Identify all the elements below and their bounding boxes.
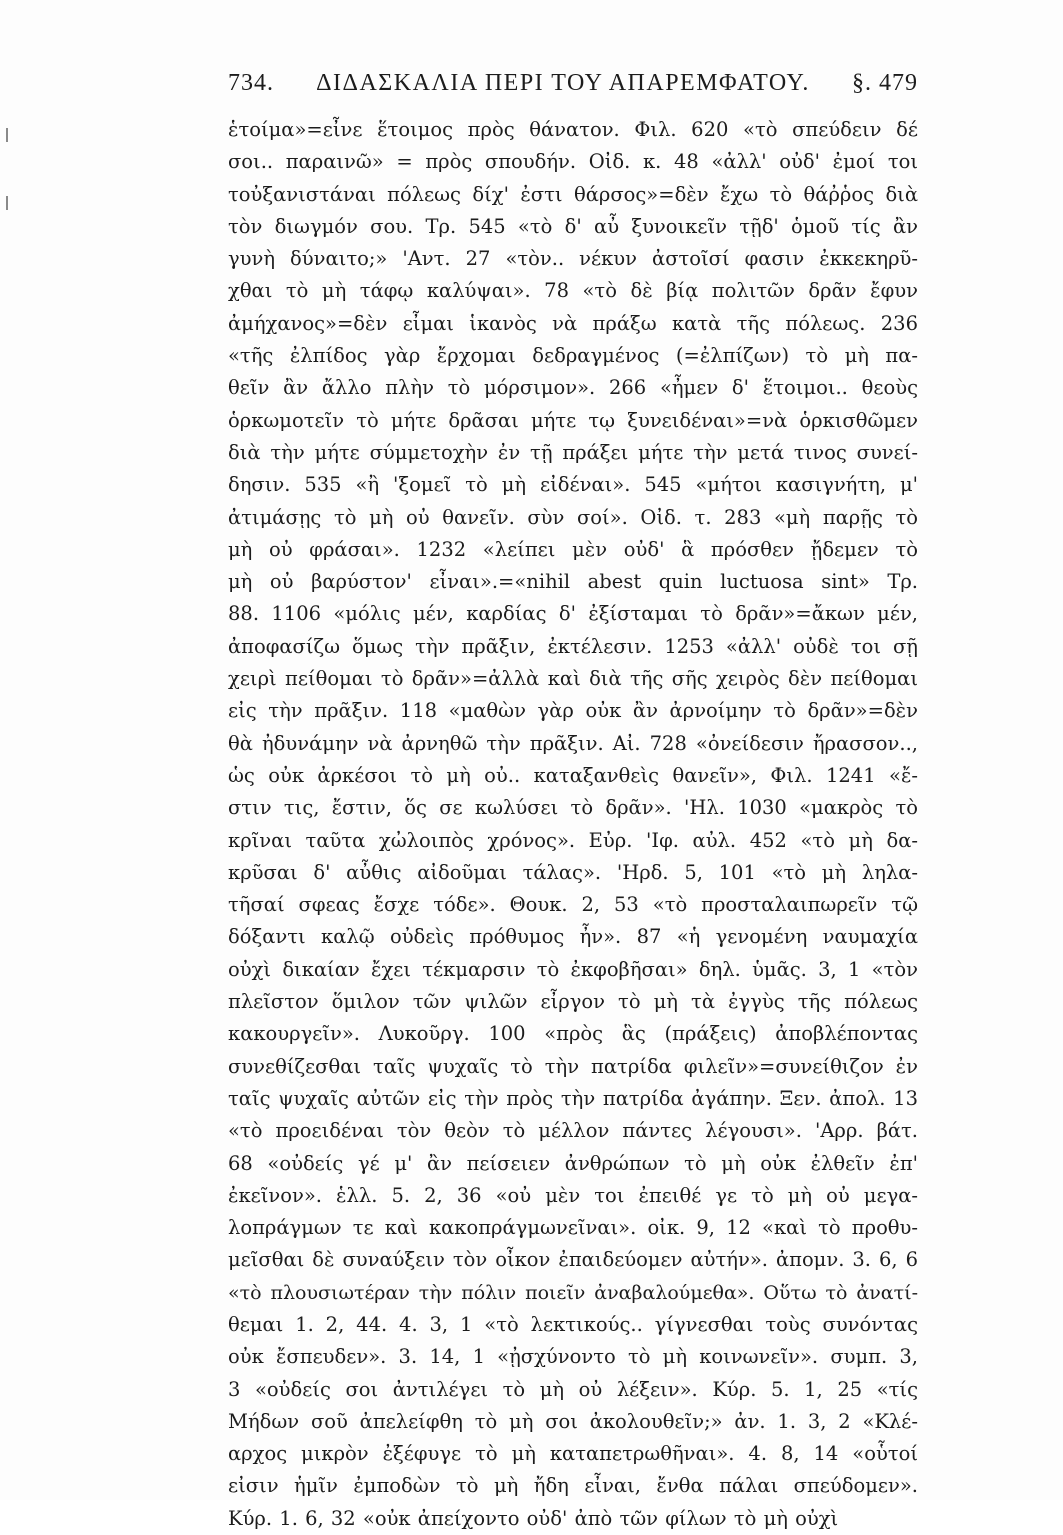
- text-line: μὴ οὐ βαρύστον' εἶναι».=«nihil abest quin luctuosa sint» Τρ.: [228, 570, 918, 594]
- text-line: «τὸ πλουσιωτέραν τὴν πόλιν ποιεῖν ἀναβαλούμεθα». Οὕτω τὸ ἀνατί-: [228, 1281, 918, 1304]
- text-line: 3 «οὐδείς σοι ἀντιλέγει τὸ μὴ οὐ λέξειν». Κύρ. 5. 1, 25 «τίς: [228, 1377, 918, 1401]
- text-line: μεῖσθαι δὲ συναύξειν τὸν οἶκον ἐπαιδεύομεν αὐτήν». ἀπομν. 3. 6, 6: [228, 1248, 918, 1272]
- section-number: §. 479: [851, 70, 918, 96]
- text-line: ἀποφασίζω ὅμως τὴν πρᾶξιν, ἐκτέλεσιν. 1253 «ἀλλ' οὐδὲ τοι σῇ: [228, 634, 918, 658]
- text-line: μὴ οὐ φράσαι». 1232 «λείπει μὲν οὐδ' ἃ πρόσθεν ᾔδεμεν τὸ: [228, 537, 918, 561]
- text-line: ὁρκωμοτεῖν τὸ μήτε δρᾶσαι μήτε τῳ ξυνειδέναι»=νὰ ὁρκισθῶμεν: [228, 408, 918, 432]
- text-line: λοπράγμων τε καὶ κακοπράγμωνεῖναι». οἰκ. 9, 12 «καὶ τὸ προθυ-: [228, 1216, 918, 1240]
- text-line: τὸν διωγμόν σου. Τρ. 545 «τὸ δ' αὖ ξυνοικεῖν τῇδ' ὁμοῦ τίς ἂν: [228, 214, 918, 238]
- text-line: χθαι τὸ μὴ τάφῳ καλύψαι». 78 «τὸ δὲ βίᾳ πολιτῶν δρᾶν ἔφυν: [228, 279, 918, 303]
- text-line: ἀμήχανος»=δὲν εἶμαι ἱκανὸς νὰ πράξω κατὰ τῆς πόλεως. 236: [228, 311, 918, 335]
- running-title: ΔΙΔΑΣΚΑΛΙΑ ΠΕΡΙ ΤΟΥ ΑΠΑΡΕΜΦΑΤΟΥ.: [316, 70, 810, 96]
- text-line: Κύρ. 1. 6, 32 «οὐκ ἀπείχοντο οὐδ' ἀπὸ τῶν φίλων τὸ μὴ οὐχὶ: [228, 1506, 839, 1530]
- text-line: κρῖναι ταῦτα χὠλοιπὸς χρόνος». Εὐρ. 'Ιφ. αὐλ. 452 «τὸ μὴ δα-: [228, 828, 918, 852]
- text-line: εἰς τὴν πρᾶξιν. 118 «μαθὼν γὰρ οὐκ ἂν ἀρνοίμην τὸ δρᾶν»=δὲν: [228, 699, 918, 723]
- text-line: 88. 1106 «μόλις μέν, καρδίας δ' ἐξίσταμαι τὸ δρᾶν»=ἄκων μέν,: [228, 602, 918, 626]
- margin-mark: [6, 196, 8, 210]
- running-head: [228, 70, 918, 106]
- body-text: [228, 114, 918, 1535]
- text-line: θὰ ἠδυνάμην νὰ ἀρνηθῶ τὴν πρᾶξιν. Αἰ. 728 «ὀνείδεσιν ἤρασσον..,: [228, 731, 918, 755]
- text-line: οὐκ ἔσπευδεν». 3. 14, 1 «ᾐσχύνοντο τὸ μὴ κοινωνεῖν». συμπ. 3,: [228, 1345, 918, 1369]
- text-line: γυνὴ δύναιτο;» 'Αντ. 27 «τὸν.. νέκυν ἀστοῖσί φασιν ἐκκεκηρῦ-: [228, 247, 918, 271]
- text-line: σοι.. παραινῶ» = πρὸς σπουδήν. Οἰδ. κ. 48 «ἀλλ' οὐδ' ἐμοί τοι: [228, 150, 918, 174]
- text-line: τοὐξανιστάναι πόλεως δίχ' ἐστι θάρσος»=δὲν ἔχω τὸ θάῤῥος διὰ: [228, 182, 918, 206]
- text-line: 68 «οὐδείς γέ μ' ἂν πείσειεν ἀνθρώπων τὸ μὴ οὐκ ἐλθεῖν ἐπ': [228, 1151, 918, 1175]
- text-line: οὐχὶ δικαίαν ἔχει τέκμαρσιν τὸ ἐκφοβῆσαι» δηλ. ὑμᾶς. 3, 1 «τὸν: [228, 957, 918, 981]
- text-line: χειρὶ πείθομαι τὸ δρᾶν»=ἀλλὰ καὶ διὰ τῆς σῆς χειρὸς δὲν πείθομαι: [228, 667, 918, 691]
- text-line: θεῖν ἂν ἄλλο πλὴν τὸ μόρσιμον». 266 «ἦμεν δ' ἕτοιμοι.. θεοὺς: [228, 376, 918, 400]
- text-line: κακουργεῖν». Λυκοῦργ. 100 «πρὸς ἃς (πράξεις) ἀποβλέποντας: [228, 1022, 918, 1046]
- text-line: ὡς οὐκ ἀρκέσοι τὸ μὴ οὐ.. καταξανθεὶς θανεῖν», Φιλ. 1241 «ἔ-: [228, 763, 918, 787]
- text-line: τῆσαί σφεας ἔσχε τόδε». Θουκ. 2, 53 «τὸ προσταλαιπωρεῖν τῷ: [228, 893, 918, 917]
- text-line: θεμαι 1. 2, 44. 4. 3, 1 «τὸ λεκτικούς.. γίγνεσθαι τοὺς συνόντας: [228, 1312, 918, 1336]
- text-line: «τῆς ἐλπίδος γὰρ ἔρχομαι δεδραγμένος (=ἐλπίζων) τὸ μὴ πα-: [228, 344, 918, 368]
- text-line: δόξαντι καλῷ οὐδεὶς πρόθυμος ἦν». 87 «ἡ γενομένη ναυμαχία: [228, 925, 918, 949]
- text-line: συνεθίζεσθαι ταῖς ψυχαῖς τὸ τὴν πατρίδα φιλεῖν»=συνείθιζον ἐν: [228, 1054, 918, 1078]
- text-line: διὰ τὴν μήτε σύμμετοχὴν ἐν τῇ πράξει μήτε τὴν μετά τινος συνεί-: [228, 440, 918, 464]
- text-line: αρχος μικρὸν ἐξέφυγε τὸ μὴ καταπετρωθῆναι». 4. 8, 14 «οὗτοί: [228, 1442, 918, 1466]
- text-line: ἑτοίμα»=εἶνε ἕτοιμος πρὸς θάνατον. Φιλ. 620 «τὸ σπεύδειν δέ: [228, 118, 918, 141]
- text-line: ἀτιμάσῃς τὸ μὴ οὐ θανεῖν. σὺν σοί». Οἰδ. τ. 283 «μὴ παρῇς τὸ: [228, 505, 918, 529]
- text-line: ταῖς ψυχαῖς αὐτῶν εἰς τὴν πρὸς τὴν πατρίδα ἀγάπην. Ξεν. ἀπολ. 13: [228, 1086, 918, 1110]
- text-line: στιν τις, ἔστιν, ὅς σε κωλύσει τὸ δρᾶν». 'Ηλ. 1030 «μακρὸς τὸ: [228, 796, 918, 820]
- text-line: ἐκεῖνον». ἑλλ. 5. 2, 36 «οὐ μὲν τοι ἐπειθέ γε τὸ μὴ οὐ μεγα-: [228, 1183, 918, 1207]
- text-line: δησιν. 535 «ἢ 'ξομεῖ τὸ μὴ εἰδέναι». 545 «μήτοι κασιγνήτη, μ': [228, 473, 918, 497]
- text-line: κρῦσαι δ' αὖθις αἰδοῦμαι τάλας». 'Ηρδ. 5, 101 «τὸ μὴ ληλα-: [228, 860, 918, 884]
- text-line: πλεῖστον ὅμιλον τῶν ψιλῶν εἶργον τὸ μὴ τὰ ἐγγὺς τῆς πόλεως: [228, 990, 918, 1014]
- text-line: «τὸ προειδέναι τὸν θεὸν τὸ μέλλον πάντες λέγουσι». 'Αρρ. βάτ.: [228, 1119, 918, 1143]
- margin-mark: [6, 128, 8, 142]
- text-line: εἰσιν ἡμῖν ἐμποδὼν τὸ μὴ ἤδη εἶναι, ἔνθα πάλαι σπεύδομεν».: [228, 1474, 918, 1498]
- text-line: Μήδων σοῦ ἀπελείφθη τὸ μὴ σοι ἀκολουθεῖν;» ἀν. 1. 3, 2 «Κλέ-: [228, 1409, 918, 1433]
- page-number: 734.: [228, 70, 274, 96]
